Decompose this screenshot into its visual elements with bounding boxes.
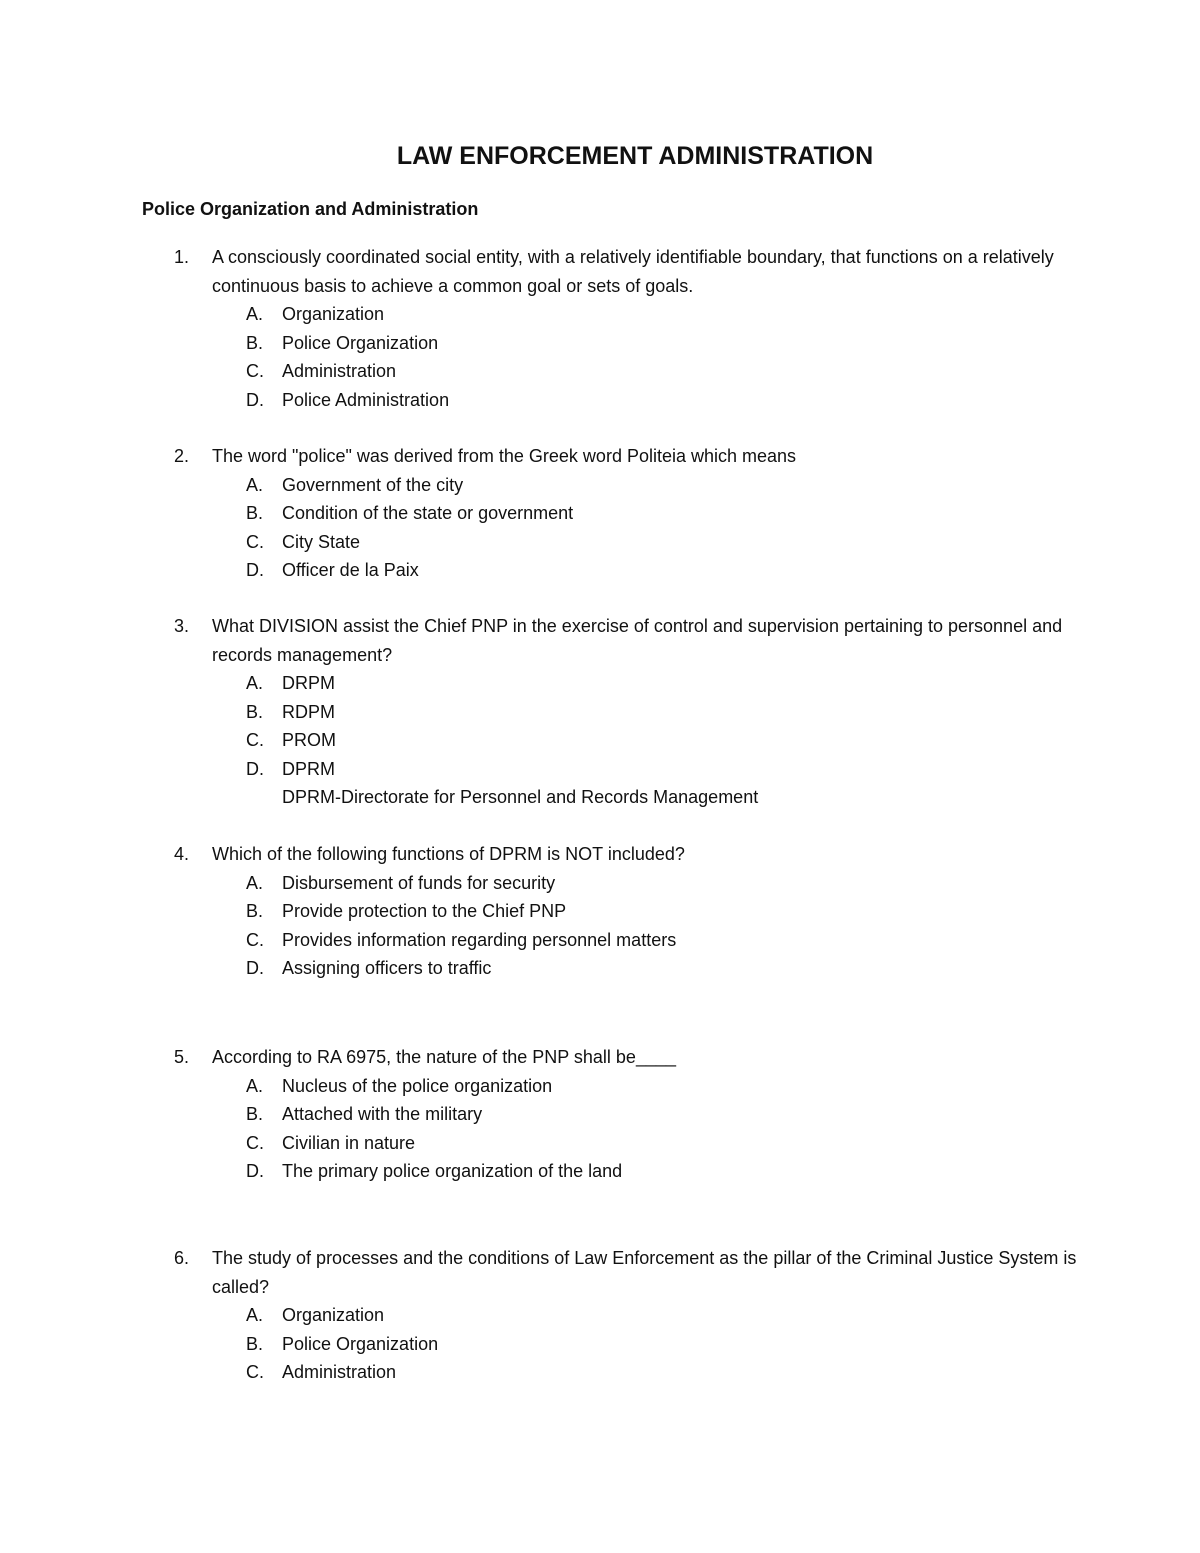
option-c [174,528,1092,557]
option-letter: D. [246,1161,264,1181]
option-letter: B. [246,1333,264,1354]
option-list [174,471,1092,585]
option-letter: A. [246,304,264,324]
option-text: DRPM [282,673,335,693]
option-text: Administration [282,361,397,381]
option-text: Civilian in nature [282,1132,416,1153]
option-c [174,1129,1092,1158]
question-stem: A consciously coordinated social entity, with a relatively identifiable boundary, that functions on a relatively continuous basis to achieve a common goal or sets of goals. [212,247,1054,296]
question-stem: What DIVISION assist the Chief PNP in the exercise of control and supervision pertaining to personnel and records management? [212,616,1063,665]
option-text: Condition of the state or government [282,503,574,523]
question-number: 3. [174,616,190,636]
question-number: 6. [174,1248,190,1268]
option-letter: D. [246,389,264,410]
option-text: Organization [282,304,385,324]
option-text: PROM [282,730,336,750]
option-text: Police Organization [282,1333,439,1354]
option-b [174,897,1092,926]
option-letter: A. [246,673,264,693]
question-number: 2. [174,446,190,466]
option-text: Disbursement of funds for security [282,872,556,893]
option-text: Provides information regarding personnel matters [282,929,677,950]
option-c [174,357,1092,386]
question-stem: The study of processes and the conditions of Law Enforcement as the pillar of the Criminal Justice System is called? [212,1248,1077,1297]
option-list [174,1072,1092,1186]
option-list [174,1301,1092,1387]
option-text: Police Organization [282,332,439,353]
document-title: LAW ENFORCEMENT ADMINISTRATION [396,142,874,170]
question-stem: The word "police" was derived from the Greek word Politeia which means [212,446,797,466]
option-a [174,1301,1092,1330]
option-text: Assigning officers to traffic [282,958,492,978]
option-letter: C. [246,361,264,381]
option-d [174,1157,1092,1186]
option-text: City State [282,531,361,552]
option-letter: B. [246,901,264,921]
question-4 [174,840,1092,983]
option-d [174,755,1092,784]
option-c [174,726,1092,755]
option-list [174,669,1092,783]
option-letter: C. [246,730,264,750]
option-letter: C. [246,531,264,552]
option-letter: A. [246,872,264,893]
option-a [174,1072,1092,1101]
question-number: 4. [174,844,190,864]
option-text: RDPM [282,701,335,722]
option-a [174,471,1092,500]
option-letter: D. [246,560,264,580]
question-6 [174,1244,1092,1387]
option-a [174,300,1092,329]
option-d [174,556,1092,585]
option-b [174,698,1092,727]
option-letter: C. [246,1132,264,1153]
option-letter: B. [246,1104,264,1124]
question-2 [174,442,1092,585]
option-a [174,669,1092,698]
option-c [174,1358,1092,1387]
question-number: 5. [174,1047,190,1067]
answer-note: DPRM-Directorate for Personnel and Records Management [282,787,759,807]
option-letter: B. [246,701,264,722]
option-text: Administration [282,1362,397,1382]
option-list [174,300,1092,414]
option-text: DPRM [282,758,335,779]
option-letter: D. [246,758,264,779]
option-letter: C. [246,929,264,950]
option-text: Police Administration [282,389,450,410]
option-text: Attached with the military [282,1104,483,1124]
section-heading: Police Organization and Administration [142,199,479,219]
option-text: Provide protection to the Chief PNP [282,901,567,921]
question-number: 1. [174,247,190,267]
question-stem: Which of the following functions of DPRM is NOT included? [212,844,685,864]
option-c [174,926,1092,955]
option-letter: B. [246,503,264,523]
option-text: Nucleus of the police organization [282,1075,553,1096]
question-stem: According to RA 6975, the nature of the PNP shall be____ [212,1047,676,1067]
option-text: Officer de la Paix [282,560,419,580]
option-b [174,1330,1092,1359]
option-letter: A. [246,1075,264,1096]
option-a [174,869,1092,898]
option-letter: A. [246,474,264,495]
option-text: Organization [282,1305,385,1325]
option-b [174,1100,1092,1129]
option-letter: A. [246,1305,264,1325]
option-b [174,499,1092,528]
option-letter: B. [246,332,264,353]
option-text: The primary police organization of the land [282,1161,623,1181]
question-3 [174,612,1092,812]
option-b [174,329,1092,358]
question-1 [174,243,1092,414]
option-letter: D. [246,958,264,978]
option-letter: C. [246,1362,264,1382]
option-d [174,386,1092,415]
option-d [174,954,1092,983]
option-text: Government of the city [282,474,464,495]
option-list [174,869,1092,983]
question-5 [174,1043,1092,1186]
